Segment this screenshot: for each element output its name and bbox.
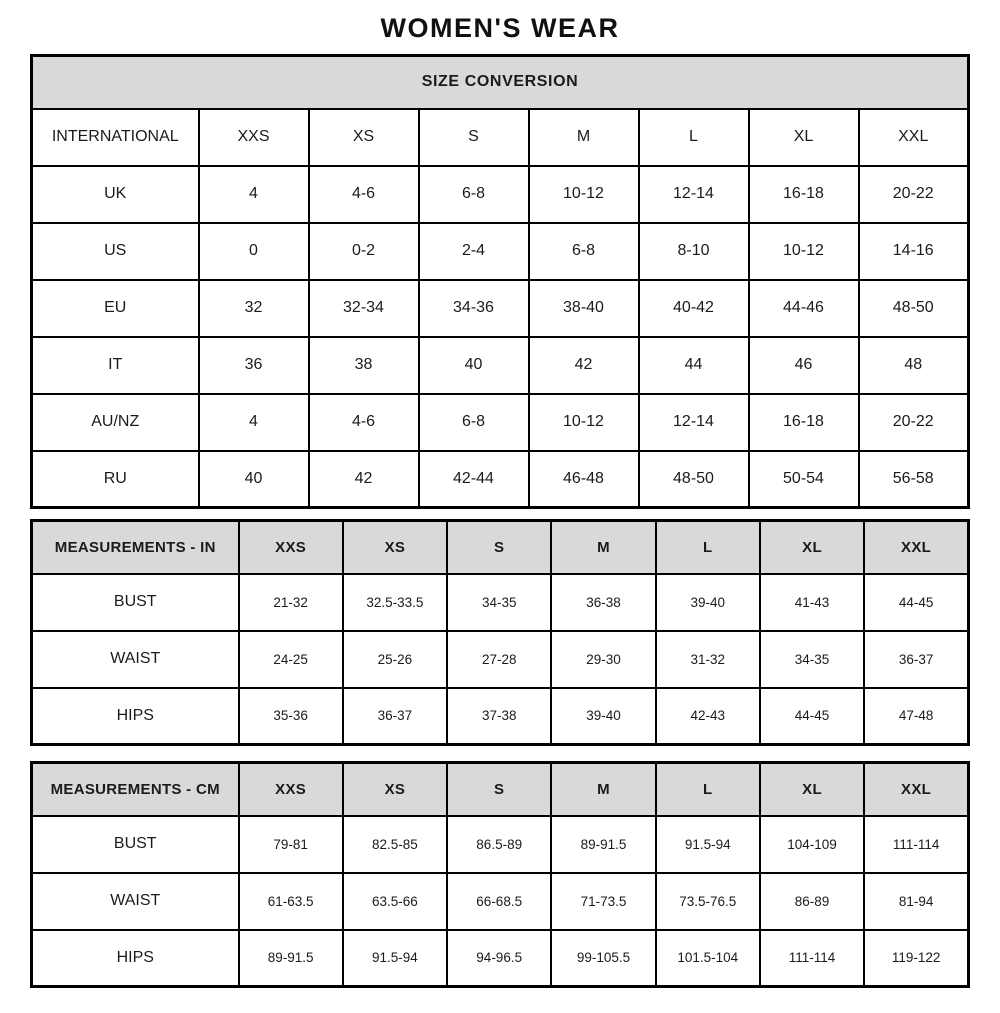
- size-value-cell: 4-6: [309, 166, 419, 223]
- size-value-cell: 86-89: [760, 873, 864, 930]
- size-value-cell: 56-58: [859, 451, 969, 508]
- table-row: [32, 223, 969, 280]
- size-value-cell: 119-122: [864, 930, 968, 987]
- size-value-cell: 71-73.5: [551, 873, 655, 930]
- size-column-header: XS: [343, 763, 447, 816]
- row-header-label: MEASUREMENTS - IN: [32, 521, 239, 574]
- size-column-header: XXL: [864, 521, 968, 574]
- table-row: [32, 166, 969, 223]
- size-value-cell: 79-81: [239, 816, 343, 873]
- size-value-cell: 44: [639, 337, 749, 394]
- row-label: WAIST: [32, 873, 239, 930]
- size-value-cell: 91.5-94: [343, 930, 447, 987]
- size-value-cell: 10-12: [529, 394, 639, 451]
- size-value-cell: 36-37: [864, 631, 968, 688]
- size-value-cell: 27-28: [447, 631, 551, 688]
- size-column-header: S: [447, 521, 551, 574]
- table-row: [32, 873, 969, 930]
- size-value-cell: 14-16: [859, 223, 969, 280]
- size-value-cell: 42-44: [419, 451, 529, 508]
- row-label: EU: [32, 280, 199, 337]
- size-value-cell: 99-105.5: [551, 930, 655, 987]
- size-value-cell: 37-38: [447, 688, 551, 745]
- size-value-cell: 63.5-66: [343, 873, 447, 930]
- size-value-cell: 38-40: [529, 280, 639, 337]
- size-value-cell: 4-6: [309, 394, 419, 451]
- row-label: WAIST: [32, 631, 239, 688]
- size-value-cell: 4: [199, 166, 309, 223]
- size-value-cell: 42: [529, 337, 639, 394]
- page-title: WOMEN'S WEAR: [380, 13, 620, 43]
- size-value-cell: 111-114: [760, 930, 864, 987]
- size-column-header: M: [551, 763, 655, 816]
- section-title-row: [32, 56, 969, 109]
- size-value-cell: 16-18: [749, 394, 859, 451]
- size-value-cell: 44-46: [749, 280, 859, 337]
- size-column-header: M: [529, 109, 639, 166]
- size-conversion-table: [30, 54, 970, 509]
- size-value-cell: 36-38: [551, 574, 655, 631]
- row-label: RU: [32, 451, 199, 508]
- size-value-cell: 48-50: [859, 280, 969, 337]
- size-column-header: M: [551, 521, 655, 574]
- size-value-cell: 32.5-33.5: [343, 574, 447, 631]
- size-value-cell: 10-12: [749, 223, 859, 280]
- size-value-cell: 111-114: [864, 816, 968, 873]
- size-value-cell: 6-8: [419, 166, 529, 223]
- size-value-cell: 46-48: [529, 451, 639, 508]
- size-column-header: XL: [749, 109, 859, 166]
- size-conversion-title: SIZE CONVERSION: [32, 56, 969, 109]
- row-label: BUST: [32, 816, 239, 873]
- size-value-cell: 73.5-76.5: [656, 873, 760, 930]
- table-row: [32, 816, 969, 873]
- size-value-cell: 40: [199, 451, 309, 508]
- size-value-cell: 48: [859, 337, 969, 394]
- column-header-row: [32, 763, 969, 816]
- measurements-cm-table: [30, 761, 970, 988]
- table-row: [32, 451, 969, 508]
- size-value-cell: 34-35: [447, 574, 551, 631]
- size-value-cell: 46: [749, 337, 859, 394]
- size-value-cell: 91.5-94: [656, 816, 760, 873]
- size-value-cell: 38: [309, 337, 419, 394]
- size-value-cell: 20-22: [859, 394, 969, 451]
- size-value-cell: 0-2: [309, 223, 419, 280]
- row-label: US: [32, 223, 199, 280]
- size-value-cell: 42: [309, 451, 419, 508]
- row-label: HIPS: [32, 930, 239, 987]
- size-value-cell: 42-43: [656, 688, 760, 745]
- size-value-cell: 36: [199, 337, 309, 394]
- size-value-cell: 21-32: [239, 574, 343, 631]
- table-row: [32, 280, 969, 337]
- size-value-cell: 81-94: [864, 873, 968, 930]
- table-row: [32, 574, 969, 631]
- size-value-cell: 50-54: [749, 451, 859, 508]
- size-value-cell: 48-50: [639, 451, 749, 508]
- size-value-cell: 101.5-104: [656, 930, 760, 987]
- size-value-cell: 66-68.5: [447, 873, 551, 930]
- column-header-row: [32, 521, 969, 574]
- size-column-header: XS: [309, 109, 419, 166]
- row-header-label: MEASUREMENTS - CM: [32, 763, 239, 816]
- size-column-header: XL: [760, 763, 864, 816]
- size-value-cell: 47-48: [864, 688, 968, 745]
- size-value-cell: 89-91.5: [551, 816, 655, 873]
- size-value-cell: 34-35: [760, 631, 864, 688]
- size-column-header: S: [447, 763, 551, 816]
- row-label: AU/NZ: [32, 394, 199, 451]
- size-value-cell: 61-63.5: [239, 873, 343, 930]
- size-column-header: XXS: [199, 109, 309, 166]
- size-value-cell: 12-14: [639, 394, 749, 451]
- column-header-row: [32, 109, 969, 166]
- size-value-cell: 44-45: [760, 688, 864, 745]
- size-value-cell: 20-22: [859, 166, 969, 223]
- size-value-cell: 6-8: [529, 223, 639, 280]
- size-value-cell: 32: [199, 280, 309, 337]
- size-column-header: XXS: [239, 521, 343, 574]
- size-value-cell: 29-30: [551, 631, 655, 688]
- size-column-header: XXL: [859, 109, 969, 166]
- size-value-cell: 36-37: [343, 688, 447, 745]
- size-value-cell: 0: [199, 223, 309, 280]
- size-value-cell: 41-43: [760, 574, 864, 631]
- table-row: [32, 688, 969, 745]
- size-value-cell: 40: [419, 337, 529, 394]
- size-value-cell: 25-26: [343, 631, 447, 688]
- size-column-header: XXL: [864, 763, 968, 816]
- row-label: BUST: [32, 574, 239, 631]
- size-column-header: L: [656, 521, 760, 574]
- measurements-in-table: [30, 519, 970, 746]
- size-value-cell: 16-18: [749, 166, 859, 223]
- table-row: [32, 394, 969, 451]
- size-value-cell: 10-12: [529, 166, 639, 223]
- size-value-cell: 31-32: [656, 631, 760, 688]
- size-value-cell: 44-45: [864, 574, 968, 631]
- row-label: IT: [32, 337, 199, 394]
- size-column-header: XS: [343, 521, 447, 574]
- size-value-cell: 34-36: [419, 280, 529, 337]
- size-value-cell: 86.5-89: [447, 816, 551, 873]
- size-value-cell: 104-109: [760, 816, 864, 873]
- size-column-header: XXS: [239, 763, 343, 816]
- row-label: UK: [32, 166, 199, 223]
- size-value-cell: 24-25: [239, 631, 343, 688]
- size-value-cell: 4: [199, 394, 309, 451]
- size-value-cell: 32-34: [309, 280, 419, 337]
- size-chart-page: [0, 13, 1000, 988]
- size-value-cell: 12-14: [639, 166, 749, 223]
- size-column-header: S: [419, 109, 529, 166]
- size-value-cell: 94-96.5: [447, 930, 551, 987]
- size-value-cell: 39-40: [551, 688, 655, 745]
- size-value-cell: 8-10: [639, 223, 749, 280]
- table-row: [32, 930, 969, 987]
- size-value-cell: 6-8: [419, 394, 529, 451]
- size-value-cell: 35-36: [239, 688, 343, 745]
- size-value-cell: 2-4: [419, 223, 529, 280]
- size-column-header: L: [639, 109, 749, 166]
- size-column-header: L: [656, 763, 760, 816]
- size-value-cell: 40-42: [639, 280, 749, 337]
- size-value-cell: 89-91.5: [239, 930, 343, 987]
- table-row: [32, 631, 969, 688]
- row-label: HIPS: [32, 688, 239, 745]
- table-row: [32, 337, 969, 394]
- size-value-cell: 39-40: [656, 574, 760, 631]
- size-value-cell: 82.5-85: [343, 816, 447, 873]
- row-header-label: INTERNATIONAL: [32, 109, 199, 166]
- size-column-header: XL: [760, 521, 864, 574]
